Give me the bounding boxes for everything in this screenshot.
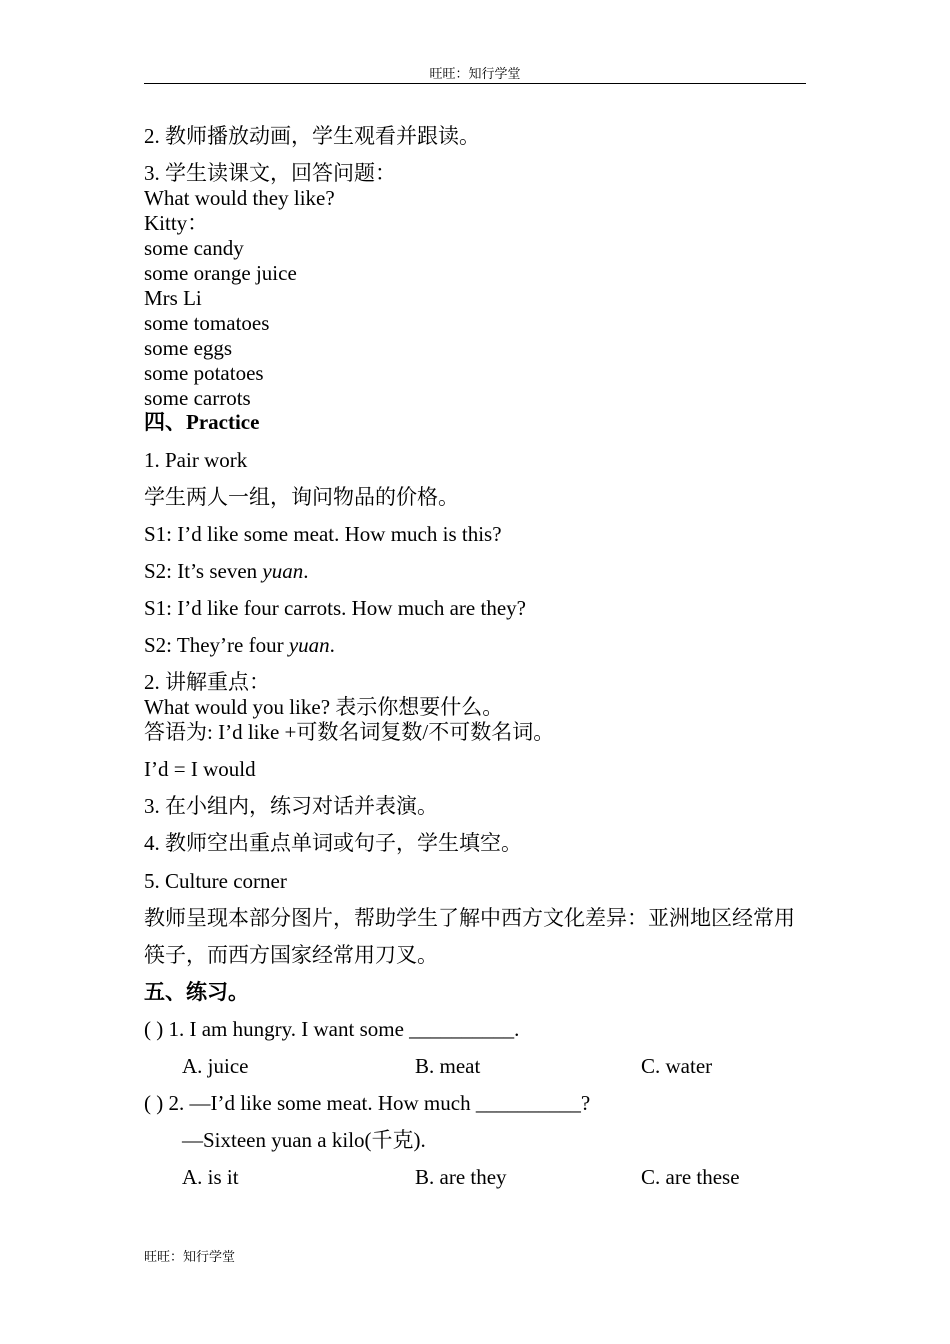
key-point-question: What would you like? 表示你想要什么。: [144, 695, 504, 719]
pair-work-title: 1. Pair work: [144, 448, 248, 472]
exercise-1-option-a: A. juice: [182, 1054, 249, 1078]
kitty-item-1: some candy: [144, 236, 244, 260]
exercise-1-question: ( ) 1. I am hungry. I want some __________.: [144, 1017, 520, 1041]
mrs-li-item-2: some eggs: [144, 336, 233, 360]
mrs-li-item-1: some tomatoes: [144, 311, 270, 335]
step-3-read-text: 3. 学生读课文，回答问题：: [144, 161, 396, 185]
mrs-li-label: Mrs Li: [144, 286, 202, 310]
exercise-1-option-b: B. meat: [415, 1054, 481, 1078]
section-5-heading: 五、练习。: [144, 980, 249, 1004]
question-line: What would they like?: [144, 186, 335, 210]
section-4-heading: 四、Practice: [144, 410, 260, 434]
exercise-2-response: —Sixteen yuan a kilo(千克).: [182, 1128, 426, 1152]
contraction-note: I’d = I would: [144, 757, 256, 781]
exercise-2-option-b: B. are they: [415, 1165, 507, 1189]
dialogue-s2-four: S2: They’re four yuan.: [144, 633, 335, 657]
mrs-li-item-3: some potatoes: [144, 361, 264, 385]
kitty-item-2: some orange juice: [144, 261, 297, 285]
page-footer: 旺旺：知行学堂: [144, 1249, 236, 1264]
pair-work-desc: 学生两人一组，询问物品的价格。: [144, 485, 459, 509]
key-point-answer: 答语为: I’d like +可数名词复数/不可数名词。: [144, 720, 555, 744]
exercise-2-option-a: A. is it: [182, 1165, 239, 1189]
exercise-1-option-c: C. water: [641, 1054, 713, 1078]
kitty-label: Kitty：: [144, 211, 209, 235]
exercise-2-option-c: C. are these: [641, 1165, 740, 1189]
culture-corner-desc: 教师呈现本部分图片，帮助学生了解中西方文化差异：亚洲地区经常用筷子，而西方国家经常用刀叉。: [144, 906, 795, 967]
step-3-group-practice: 3. 在小组内，练习对话并表演。: [144, 794, 438, 818]
key-points-title: 2. 讲解重点：: [144, 670, 270, 694]
header-rule: [144, 83, 806, 84]
mrs-li-item-4: some carrots: [144, 386, 251, 410]
step-4-fill-blank: 4. 教师空出重点单词或句子，学生填空。: [144, 831, 522, 855]
dialogue-s1-meat: S1: I’d like some meat. How much is this?: [144, 522, 502, 546]
dialogue-s2-seven: S2: It’s seven yuan.: [144, 559, 309, 583]
page-header: 旺旺：知行学堂: [429, 66, 521, 81]
exercise-2-question: ( ) 2. —I’d like some meat. How much __________?: [144, 1091, 591, 1115]
culture-corner-title: 5. Culture corner: [144, 869, 287, 893]
dialogue-s1-carrots: S1: I’d like four carrots. How much are they?: [144, 596, 526, 620]
step-2-animation: 2. 教师播放动画，学生观看并跟读。: [144, 124, 480, 148]
